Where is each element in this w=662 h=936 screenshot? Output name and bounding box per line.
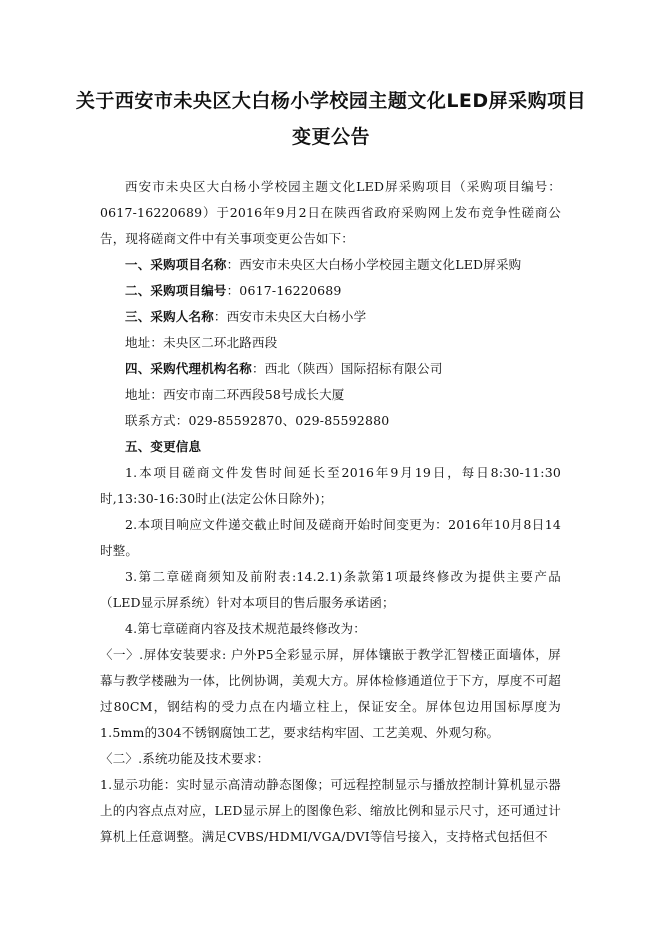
intro-paragraph: 西安市未央区大白杨小学校园主题文化LED屏采购项目（采购项目编号：0617-16220689）于2016年9月2日在陕西省政府采购网上发布竞争性磋商公告，现将磋商文件中有关事项变更公告如下： [100, 179, 561, 246]
project-name-value: ：西安市未央区大白杨小学校园主题文化LED屏采购 [226, 257, 522, 272]
purchaser-label: 三、采购人名称 [125, 309, 214, 324]
agency-line [100, 356, 561, 382]
agency-contact: 联系方式：029-85592870、029-85592880 [125, 413, 390, 428]
project-name-line [100, 252, 561, 278]
purchaser-line [100, 304, 561, 330]
document-body [100, 174, 561, 850]
change-item-4: 4.第七章磋商内容及技术规范最终修改为： [125, 621, 366, 636]
document-title-line2: 变更公告 [291, 126, 370, 148]
change-item-2: 2.本项目响应文件递交截止时间及磋商开始时间变更为：2016年10月8日14时整。 [100, 517, 561, 558]
change-item-1: 1.本项目磋商文件发售时间延长至2016年9月19日，每日8:30-11:30时,13:30-16:30时止(法定公休日除外)； [100, 465, 561, 506]
project-number-label: 二、采购项目编号 [125, 283, 227, 298]
project-number-value: ：0617-16220689 [226, 283, 342, 298]
project-number-line [100, 278, 561, 304]
project-name-label: 一、采购项目名称 [125, 257, 227, 272]
spec-system-heading: 〈二〉.系统功能及技术要求： [100, 751, 270, 766]
purchaser-value: ：西安市未央区大白杨小学 [213, 309, 367, 324]
agency-value: ：西北（陕西）国际招标有限公司 [252, 361, 443, 376]
spec-display-function: 1.显示功能：实时显示高清动静态图像；可远程控制显示与播放控制计算机显示器上的内容点点对应，LED显示屏上的图像色彩、缩放比例和显示尺寸，还可通过计算机上任意调整。满足CVBS/HDMI/VGA/DVI等信号接入，支持格式包括但不 [100, 777, 561, 844]
agency-label: 四、采购代理机构名称 [125, 361, 253, 376]
change-item-3: 3.第二章磋商须知及前附表:14.2.1)条款第1项最终修改为提供主要产品（LED显示屏系统）针对本项目的售后服务承诺函； [100, 569, 561, 610]
changes-heading: 五、变更信息 [125, 439, 202, 454]
document-title-line1: 关于西安市未央区大白杨小学校园主题文化LED屏采购项目 [75, 90, 587, 112]
spec-installation: 〈一〉.屏体安装要求: 户外P5全彩显示屏，屏体镶嵌于教学汇智楼正面墙体，屏幕与教学楼融为一体，比例协调，美观大方。屏体检修通道位于下方，厚度不可超过80CM，钢结构的受力点在内墙立柱上，保证安全。屏体包边用国标厚度为1.5mm的304不锈钢腐蚀工艺，要求结构牢固、工艺美观、外观匀称。 [100, 647, 561, 740]
agency-address: 地址：西安市南二环西段58号成长大厦 [125, 387, 345, 402]
purchaser-address: 地址：未央区二环北路西段 [125, 335, 278, 350]
